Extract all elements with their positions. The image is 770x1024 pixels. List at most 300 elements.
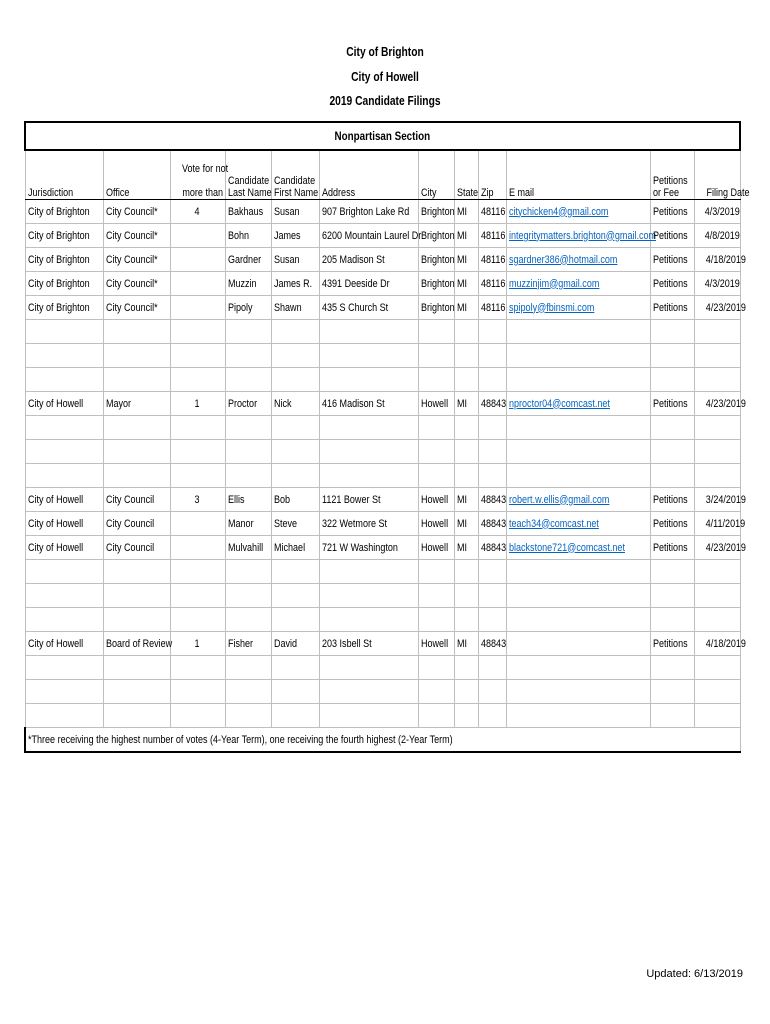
cell-state: [454, 584, 478, 608]
cell-jurisdiction: City of Brighton: [25, 272, 103, 296]
cell-state: [454, 344, 478, 368]
cell-last-name: [225, 704, 271, 728]
cell-address: 205 Madison St: [319, 248, 418, 272]
cell-email[interactable]: [506, 248, 650, 272]
cell-state: MI: [454, 632, 478, 656]
title-brighton: City of Brighton: [346, 45, 424, 59]
cell-state: MI: [454, 224, 478, 248]
table-row: [25, 248, 740, 272]
table-row: [25, 488, 740, 512]
cell-address: 907 Brighton Lake Rd: [319, 200, 418, 224]
cell-filing-date: 4/23/2019: [694, 536, 740, 560]
cell-last-name: Proctor: [225, 392, 271, 416]
cell-state: [454, 656, 478, 680]
cell-state: [454, 464, 478, 488]
cell-zip: [478, 320, 506, 344]
header-last-name: Candidate Last Name: [225, 150, 271, 200]
email-link[interactable]: nproctor04@comcast.net: [508, 397, 610, 410]
cell-jurisdiction: [25, 704, 103, 728]
cell-last-name: Gardner: [225, 248, 271, 272]
cell-jurisdiction: [25, 680, 103, 704]
cell-petitions-fee: [650, 560, 694, 584]
blank-row: [25, 656, 740, 680]
cell-first-name: [271, 560, 319, 584]
blank-row: [25, 608, 740, 632]
cell-office: City Council*: [103, 200, 170, 224]
footnote-text: *Three receiving the highest number of votes (4-Year Term), one receiving the fourth highest (2-Year Term): [25, 728, 740, 753]
cell-zip: [478, 560, 506, 584]
cell-vote-for: 4: [170, 200, 225, 224]
cell-vote-for: [170, 656, 225, 680]
cell-jurisdiction: City of Howell: [25, 392, 103, 416]
cell-vote-for: [170, 560, 225, 584]
table-row: [25, 200, 740, 224]
cell-state: [454, 608, 478, 632]
email-link[interactable]: spipoly@fbinsmi.com: [508, 301, 594, 314]
cell-email: [506, 416, 650, 440]
cell-zip: 48843: [478, 536, 506, 560]
cell-first-name: David: [271, 632, 319, 656]
cell-jurisdiction: [25, 584, 103, 608]
cell-email: [506, 560, 650, 584]
header-address: Address: [319, 150, 418, 200]
cell-last-name: Pipoly: [225, 296, 271, 320]
cell-office: City Council*: [103, 224, 170, 248]
header-row: [25, 150, 740, 200]
header-state: State: [454, 150, 478, 200]
email-link[interactable]: citychicken4@gmail.com: [508, 205, 608, 218]
cell-first-name: [271, 608, 319, 632]
blank-row: [25, 344, 740, 368]
cell-filing-date: [694, 656, 740, 680]
cell-vote-for: 1: [170, 632, 225, 656]
cell-first-name: Nick: [271, 392, 319, 416]
cell-email: [506, 464, 650, 488]
cell-first-name: [271, 656, 319, 680]
table-row: [25, 224, 740, 248]
cell-city: Brighton: [418, 248, 454, 272]
table-row: [25, 512, 740, 536]
header-email: E mail: [506, 150, 650, 200]
cell-zip: 48116: [478, 272, 506, 296]
cell-address: 435 S Church St: [319, 296, 418, 320]
cell-vote-for: [170, 344, 225, 368]
cell-first-name: [271, 416, 319, 440]
cell-office: [103, 560, 170, 584]
cell-office: [103, 440, 170, 464]
cell-jurisdiction: City of Howell: [25, 536, 103, 560]
cell-first-name: Michael: [271, 536, 319, 560]
cell-city: Howell: [418, 632, 454, 656]
cell-petitions-fee: Petitions: [650, 392, 694, 416]
cell-address: 322 Wetmore St: [319, 512, 418, 536]
cell-vote-for: [170, 704, 225, 728]
cell-address: [319, 440, 418, 464]
cell-last-name: Bakhaus: [225, 200, 271, 224]
cell-jurisdiction: [25, 320, 103, 344]
cell-petitions-fee: [650, 344, 694, 368]
table-row: [25, 632, 740, 656]
cell-petitions-fee: Petitions: [650, 224, 694, 248]
header-office: Office: [103, 150, 170, 200]
cell-petitions-fee: [650, 440, 694, 464]
cell-city: [418, 464, 454, 488]
header-city: City: [418, 150, 454, 200]
cell-city: [418, 416, 454, 440]
cell-jurisdiction: [25, 560, 103, 584]
cell-last-name: [225, 680, 271, 704]
footnote-row: [25, 728, 740, 753]
cell-address: 721 W Washington: [319, 536, 418, 560]
cell-state: MI: [454, 272, 478, 296]
cell-office: City Council*: [103, 248, 170, 272]
cell-city: [418, 368, 454, 392]
cell-zip: [478, 704, 506, 728]
email-link[interactable]: integritymatters.brighton@gmail.com: [508, 229, 656, 242]
cell-state: [454, 560, 478, 584]
cell-state: MI: [454, 392, 478, 416]
cell-zip: [478, 656, 506, 680]
cell-filing-date: [694, 320, 740, 344]
cell-petitions-fee: [650, 368, 694, 392]
cell-address: [319, 344, 418, 368]
cell-city: Brighton: [418, 200, 454, 224]
cell-city: [418, 320, 454, 344]
cell-address: [319, 656, 418, 680]
table-row: [25, 272, 740, 296]
cell-city: Brighton: [418, 296, 454, 320]
cell-office: [103, 584, 170, 608]
email-link[interactable]: muzzinjim@gmail.com: [508, 277, 599, 290]
email-link[interactable]: blackstone721@comcast.net: [508, 541, 625, 554]
cell-last-name: [225, 368, 271, 392]
cell-filing-date: [694, 368, 740, 392]
cell-jurisdiction: [25, 416, 103, 440]
cell-office: [103, 320, 170, 344]
cell-filing-date: 4/3/2019: [694, 200, 740, 224]
cell-state: MI: [454, 536, 478, 560]
cell-office: City Council: [103, 536, 170, 560]
cell-email[interactable]: [506, 536, 650, 560]
cell-filing-date: [694, 416, 740, 440]
cell-last-name: [225, 344, 271, 368]
cell-city: Brighton: [418, 224, 454, 248]
cell-city: [418, 608, 454, 632]
cell-jurisdiction: [25, 656, 103, 680]
header-zip: Zip: [478, 150, 506, 200]
cell-last-name: [225, 320, 271, 344]
cell-jurisdiction: City of Howell: [25, 488, 103, 512]
cell-filing-date: [694, 680, 740, 704]
cell-petitions-fee: Petitions: [650, 632, 694, 656]
cell-first-name: [271, 368, 319, 392]
cell-state: MI: [454, 488, 478, 512]
blank-row: [25, 584, 740, 608]
cell-filing-date: [694, 440, 740, 464]
cell-address: [319, 416, 418, 440]
cell-first-name: [271, 320, 319, 344]
cell-city: [418, 680, 454, 704]
cell-vote-for: [170, 680, 225, 704]
cell-first-name: James R.: [271, 272, 319, 296]
cell-email: [506, 608, 650, 632]
cell-vote-for: 1: [170, 392, 225, 416]
cell-jurisdiction: [25, 464, 103, 488]
cell-state: [454, 440, 478, 464]
cell-city: [418, 704, 454, 728]
cell-address: [319, 680, 418, 704]
cell-address: 416 Madison St: [319, 392, 418, 416]
cell-vote-for: [170, 512, 225, 536]
cell-petitions-fee: Petitions: [650, 200, 694, 224]
cell-email: [506, 704, 650, 728]
title-howell: City of Howell: [351, 69, 419, 84]
cell-email: [506, 344, 650, 368]
document-titles: [0, 40, 770, 114]
blank-row: [25, 464, 740, 488]
cell-first-name: [271, 440, 319, 464]
cell-vote-for: [170, 440, 225, 464]
cell-first-name: Steve: [271, 512, 319, 536]
cell-email[interactable]: [506, 512, 650, 536]
blank-row: [25, 416, 740, 440]
cell-jurisdiction: City of Howell: [25, 512, 103, 536]
cell-email: [506, 584, 650, 608]
cell-email: [506, 320, 650, 344]
cell-vote-for: [170, 320, 225, 344]
email-link[interactable]: robert.w.ellis@gmail.com: [508, 493, 609, 506]
cell-email[interactable]: [506, 200, 650, 224]
cell-address: 203 Isbell St: [319, 632, 418, 656]
cell-vote-for: [170, 416, 225, 440]
cell-state: [454, 416, 478, 440]
cell-petitions-fee: Petitions: [650, 296, 694, 320]
cell-first-name: [271, 680, 319, 704]
cell-zip: [478, 440, 506, 464]
cell-jurisdiction: [25, 440, 103, 464]
cell-jurisdiction: [25, 344, 103, 368]
table-row: [25, 296, 740, 320]
cell-last-name: Mulvahill: [225, 536, 271, 560]
cell-city: [418, 584, 454, 608]
cell-vote-for: [170, 368, 225, 392]
cell-filing-date: 4/11/2019: [694, 512, 740, 536]
cell-filing-date: 4/23/2019: [694, 296, 740, 320]
cell-state: [454, 680, 478, 704]
cell-vote-for: [170, 272, 225, 296]
cell-petitions-fee: Petitions: [650, 536, 694, 560]
cell-last-name: Fisher: [225, 632, 271, 656]
cell-office: [103, 656, 170, 680]
cell-office: City Council*: [103, 272, 170, 296]
cell-city: [418, 440, 454, 464]
cell-city: Howell: [418, 536, 454, 560]
cell-vote-for: [170, 536, 225, 560]
cell-first-name: [271, 344, 319, 368]
cell-jurisdiction: City of Howell: [25, 632, 103, 656]
cell-last-name: [225, 440, 271, 464]
cell-state: MI: [454, 512, 478, 536]
cell-zip: 48116: [478, 296, 506, 320]
cell-first-name: Shawn: [271, 296, 319, 320]
cell-petitions-fee: Petitions: [650, 512, 694, 536]
cell-petitions-fee: [650, 680, 694, 704]
cell-state: [454, 704, 478, 728]
cell-petitions-fee: [650, 656, 694, 680]
cell-email[interactable]: [506, 392, 650, 416]
cell-zip: 48843: [478, 632, 506, 656]
cell-email[interactable]: [506, 296, 650, 320]
cell-filing-date: 4/18/2019: [694, 248, 740, 272]
cell-address: [319, 608, 418, 632]
cell-address: [319, 464, 418, 488]
cell-first-name: [271, 464, 319, 488]
cell-city: Howell: [418, 512, 454, 536]
cell-petitions-fee: [650, 320, 694, 344]
cell-address: [319, 560, 418, 584]
title-filings: 2019 Candidate Filings: [329, 94, 441, 108]
cell-vote-for: [170, 608, 225, 632]
cell-last-name: Bohn: [225, 224, 271, 248]
cell-office: [103, 464, 170, 488]
cell-filing-date: 4/3/2019: [694, 272, 740, 296]
cell-zip: [478, 464, 506, 488]
cell-last-name: [225, 584, 271, 608]
cell-zip: 48116: [478, 200, 506, 224]
cell-address: [319, 704, 418, 728]
cell-petitions-fee: Petitions: [650, 488, 694, 512]
cell-office: [103, 344, 170, 368]
cell-filing-date: 3/24/2019: [694, 488, 740, 512]
cell-last-name: Manor: [225, 512, 271, 536]
cell-address: 4391 Deeside Dr: [319, 272, 418, 296]
cell-city: [418, 560, 454, 584]
cell-state: MI: [454, 200, 478, 224]
header-filing-date: Filing Date: [694, 150, 740, 200]
cell-filing-date: [694, 608, 740, 632]
cell-email: [506, 368, 650, 392]
cell-state: [454, 368, 478, 392]
cell-address: [319, 368, 418, 392]
cell-jurisdiction: [25, 368, 103, 392]
cell-office: Mayor: [103, 392, 170, 416]
cell-jurisdiction: [25, 608, 103, 632]
cell-email: [506, 680, 650, 704]
cell-last-name: [225, 560, 271, 584]
cell-city: Howell: [418, 392, 454, 416]
blank-row: [25, 560, 740, 584]
cell-last-name: [225, 608, 271, 632]
cell-email[interactable]: [506, 272, 650, 296]
cell-zip: [478, 584, 506, 608]
cell-vote-for: [170, 224, 225, 248]
cell-email[interactable]: [506, 224, 656, 248]
candidate-table: [24, 121, 750, 753]
cell-first-name: [271, 704, 319, 728]
cell-zip: [478, 368, 506, 392]
cell-city: Howell: [418, 488, 454, 512]
cell-email: [506, 440, 650, 464]
cell-zip: [478, 608, 506, 632]
cell-zip: [478, 344, 506, 368]
blank-row: [25, 680, 740, 704]
cell-office: City Council*: [103, 296, 170, 320]
cell-office: Board of Review: [103, 632, 170, 656]
email-link[interactable]: sgardner386@hotmail.com: [508, 253, 617, 266]
header-petitions-fee: Petitions or Fee: [650, 150, 694, 200]
cell-first-name: Susan: [271, 200, 319, 224]
cell-petitions-fee: [650, 464, 694, 488]
cell-filing-date: [694, 560, 740, 584]
cell-petitions-fee: [650, 416, 694, 440]
cell-address: [319, 584, 418, 608]
table-row: [25, 392, 740, 416]
cell-vote-for: [170, 248, 225, 272]
cell-email: [506, 632, 650, 656]
cell-vote-for: [170, 296, 225, 320]
table-row: [25, 536, 740, 560]
cell-city: [418, 344, 454, 368]
cell-vote-for: 3: [170, 488, 225, 512]
cell-vote-for: [170, 584, 225, 608]
header-jurisdiction: Jurisdiction: [25, 150, 103, 200]
cell-zip: 48843: [478, 512, 506, 536]
blank-row: [25, 368, 740, 392]
cell-state: MI: [454, 248, 478, 272]
cell-office: [103, 416, 170, 440]
cell-zip: [478, 680, 506, 704]
cell-state: MI: [454, 296, 478, 320]
cell-office: [103, 368, 170, 392]
cell-office: [103, 704, 170, 728]
cell-zip: 48116: [478, 248, 506, 272]
cell-filing-date: [694, 704, 740, 728]
cell-jurisdiction: City of Brighton: [25, 200, 103, 224]
blank-row: [25, 440, 740, 464]
cell-office: [103, 608, 170, 632]
cell-petitions-fee: [650, 584, 694, 608]
cell-address: 6200 Mountain Laurel Dr: [319, 224, 418, 248]
cell-zip: [478, 416, 506, 440]
cell-office: [103, 680, 170, 704]
cell-zip: 48843: [478, 392, 506, 416]
cell-last-name: [225, 416, 271, 440]
cell-filing-date: 4/8/2019: [694, 224, 740, 248]
cell-petitions-fee: [650, 704, 694, 728]
cell-filing-date: 4/23/2019: [694, 392, 740, 416]
cell-first-name: James: [271, 224, 319, 248]
cell-filing-date: 4/18/2019: [694, 632, 740, 656]
cell-city: [418, 656, 454, 680]
cell-email[interactable]: [506, 488, 650, 512]
cell-last-name: Ellis: [225, 488, 271, 512]
updated-date: Updated: 6/13/2019: [646, 968, 743, 980]
cell-filing-date: [694, 584, 740, 608]
cell-email: [506, 656, 650, 680]
blank-row: [25, 320, 740, 344]
cell-jurisdiction: City of Brighton: [25, 248, 103, 272]
cell-petitions-fee: Petitions: [650, 272, 694, 296]
cell-last-name: Muzzin: [225, 272, 271, 296]
cell-zip: 48843: [478, 488, 506, 512]
email-link[interactable]: teach34@comcast.net: [508, 517, 599, 530]
cell-office: City Council: [103, 488, 170, 512]
cell-petitions-fee: Petitions: [650, 248, 694, 272]
cell-address: [319, 320, 418, 344]
cell-vote-for: [170, 464, 225, 488]
cell-city: Brighton: [418, 272, 454, 296]
header-first-name: Candidate First Name: [271, 150, 319, 200]
